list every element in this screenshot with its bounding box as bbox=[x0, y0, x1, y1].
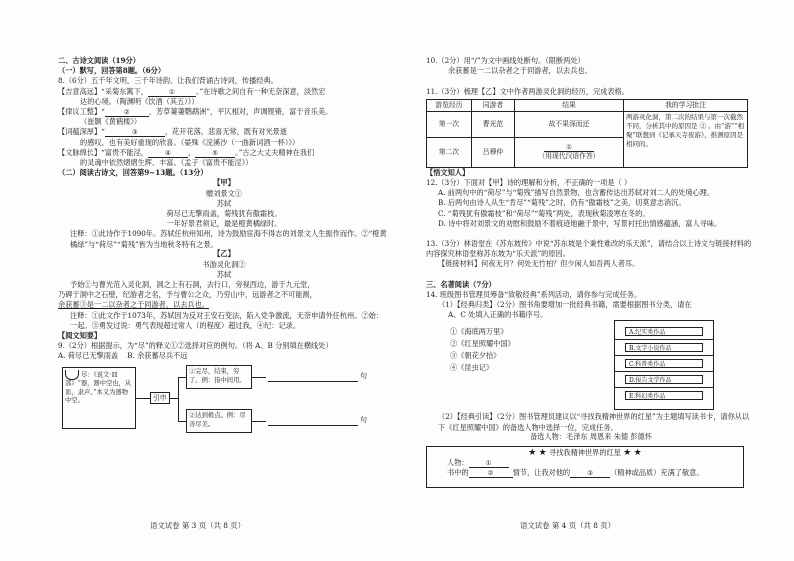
q10-spacer bbox=[426, 76, 756, 86]
bookshelf bbox=[614, 320, 714, 410]
section-title: 二、古诗文阅读（19分） bbox=[58, 56, 140, 65]
connector bbox=[178, 377, 186, 378]
prose-title: 书游灵化洞② bbox=[202, 259, 246, 269]
shelf-slot-d[interactable]: D.报告文学作品 bbox=[625, 375, 703, 384]
footer-page-4: 语文试卷 第 4 页（共 8 页） bbox=[520, 521, 616, 530]
q8-text: “采菊东篱下， bbox=[101, 86, 148, 96]
q9-suffix-1: 句 bbox=[360, 372, 367, 381]
q9-extend-label: 引申 bbox=[150, 392, 170, 404]
q8-line-3 bbox=[58, 107, 390, 117]
prose-author: 苏轼 bbox=[216, 269, 232, 279]
candidates bbox=[426, 432, 756, 442]
connector bbox=[178, 377, 179, 421]
page-4 bbox=[426, 56, 756, 488]
q12: 12.（3分）下面对【甲】诗的理解和分析，不正确的一项是（ ） bbox=[426, 178, 632, 188]
q9-meaning-1 bbox=[186, 365, 252, 389]
star-icon: ★ bbox=[538, 447, 547, 458]
shelf-board bbox=[615, 339, 713, 340]
card-title: 寻找我精神世界的红星 bbox=[549, 447, 621, 457]
part2-title: （二）阅读古诗文，回答第9~13题。（13分） bbox=[58, 168, 208, 178]
jia-label: 【甲】 bbox=[213, 178, 235, 188]
q12-spacer bbox=[426, 229, 756, 239]
connector bbox=[178, 421, 186, 422]
shelf-slot-e[interactable]: E.科幻类作品 bbox=[625, 391, 703, 400]
star-icon: ★ bbox=[528, 447, 537, 458]
table-cell[interactable] bbox=[515, 137, 624, 167]
q8-blank-5[interactable]: ⑤ bbox=[195, 150, 235, 158]
q9-answer-1[interactable] bbox=[268, 371, 358, 382]
task-1: （1）【经典归类】（2分）图书角要增加一批经典书籍，需要根据图书分类，请在 bbox=[438, 300, 692, 310]
q14-shelf-area bbox=[426, 320, 756, 412]
book-item: ②《红星照耀中国》 bbox=[450, 339, 515, 349]
part1-title: （一）默写，回答第8题。（6分） bbox=[58, 66, 166, 76]
page-3 bbox=[58, 56, 390, 445]
reading-card bbox=[426, 446, 744, 488]
q10-text: 余获蓄是一二以杂者之于同游者，以去兵也。 bbox=[448, 66, 592, 76]
card-blank-3[interactable]: ③ bbox=[570, 470, 610, 478]
q13-spacer bbox=[426, 269, 756, 279]
q9-meaning-2 bbox=[186, 409, 252, 433]
card-person-label: 人物： bbox=[447, 457, 469, 467]
card-person-row bbox=[427, 458, 743, 468]
card-title-row bbox=[427, 448, 743, 458]
q8-line-8: 的灵魂中依然熠熠生辉、丰富。（孟子《富贵不能淫》） bbox=[80, 158, 253, 168]
shelf-board bbox=[615, 371, 713, 372]
q12-option-c[interactable]: C. “菊残犹有傲霜枝”和“荷尽”“菊残”两处，表现秋菊凌寒在冬的。 bbox=[438, 208, 650, 218]
card-line-row bbox=[427, 468, 743, 478]
q8-label: 【律议工整】 bbox=[58, 107, 102, 117]
q9-diagram bbox=[58, 363, 390, 445]
table-cell: 曹光范 bbox=[472, 111, 515, 137]
shelf-slot-c[interactable]: C.科普类作品 bbox=[625, 359, 703, 368]
footer-page-3: 语文试卷 第 3 页（共 8 页） bbox=[150, 521, 246, 530]
q12-option-a[interactable]: A. 前两句中的“荷尽”与“菊残”描写自然景物，也含蓄传达出苏轼对刘二人的处境心理。 bbox=[438, 188, 715, 198]
table-cell-note bbox=[624, 111, 748, 167]
q8-intro: 8.（6分）五千年文明，三千年诗韵。让我们背诵古诗词，传播经典。 bbox=[58, 76, 278, 86]
q8-text: “ bbox=[101, 127, 105, 137]
q8-text: ，花开花落，悲喜无常，既有对光景逝 bbox=[164, 127, 288, 137]
q8-line-5 bbox=[58, 127, 390, 137]
table-row bbox=[427, 111, 748, 137]
prose-line-3: 余获蓄③是一二以杂者之于同游者，以去兵也。 bbox=[58, 300, 209, 310]
table-cell: 吕穆仲 bbox=[472, 137, 515, 167]
q9-definition-text: 尽：《说文·皿部》“器，器中空也，从皿，隶声。”本义为器物中空。 bbox=[65, 371, 132, 405]
candidates-label: 备选人物： bbox=[530, 432, 567, 442]
q8-text: ， bbox=[187, 147, 196, 157]
table-header-row bbox=[427, 99, 748, 111]
link-material: 【链接材料】何夜无月？何处无竹柏？但少闲人如吾两人者耳。 bbox=[438, 259, 640, 269]
q9-suffix-2: 句 bbox=[360, 416, 367, 425]
q8-label: 【吉意高远】 bbox=[58, 86, 102, 96]
q8-blank-4[interactable]: ④ bbox=[148, 150, 188, 158]
star-icon: ★ bbox=[623, 447, 632, 458]
note-2: 注释：①此文作于1073年，苏轼因为反对王安石变法，陷入党争激流，无奈申请外任杭州。②始：一起。③勇发过说：勇气表现超过常人（的程度）超过我，④纪：记录。 bbox=[70, 310, 383, 330]
table-cell: 故不果深而还 bbox=[515, 111, 624, 137]
shelf-board bbox=[615, 355, 713, 356]
q8-blank-3[interactable]: ③ bbox=[105, 129, 165, 137]
q11: 11.（3分）梳理【乙】文中作者两游灵化洞的经历，完成表格。 bbox=[426, 86, 629, 96]
connector bbox=[170, 398, 178, 399]
table-header: 我的学习批注 bbox=[624, 99, 748, 111]
poem-line-2: 一年好景君须记，最是橙黄橘绿时。 bbox=[166, 219, 282, 229]
q13: 13.（3分）林语堂在《苏东坡传》中说“苏东坡是个秉性难改的乐天派”，请结合以上诗文与链接材料的内容探究林语堂称苏东坡为“乐天派”的原因。 bbox=[426, 239, 752, 259]
card-blank-2[interactable]: ② bbox=[469, 470, 513, 478]
prose-line-1: 予始①与曹光范入灵化洞，洞之上有石洞，去行口，旁视西边，游于九元堂， bbox=[70, 280, 315, 290]
q8-label: 【文脉绵长】 bbox=[58, 147, 102, 157]
book-list bbox=[450, 326, 515, 374]
poem-line-1: 荷尽已无擎雨盖，菊残犹有傲霜枝。 bbox=[166, 209, 282, 219]
shelf-slot-a[interactable]: A.纪实类作品 bbox=[625, 327, 703, 336]
note-1: 注释：①此诗作于1090年。苏轼任杭州知州，诗为鼓励宦海不得志的刘景文人生振作而作。②“橙黄橘绿”与“荷尽”“菊残”皆为当地秋冬特有之景。 bbox=[70, 229, 387, 249]
q9-definition-box bbox=[62, 367, 136, 429]
note-text: 原因是 ② 。由“游”“相聚”联想到《记承天寺夜游》，推测原因是相同的。 bbox=[626, 121, 745, 148]
card-text: （精神或品质）充满了敬意。 bbox=[610, 468, 704, 478]
q9-option-a: A. 荷尽已无擎雨盖 bbox=[58, 351, 119, 361]
q14: 14. 班级图书管理员筹备“致敬经典”系列活动，请你参与完成任务。 bbox=[426, 289, 642, 299]
q10: 10.（2分）用“/”为文中画线处断句。（限断两处） bbox=[426, 56, 585, 65]
shelf-slot-b[interactable]: B.文学小说作品 bbox=[625, 343, 703, 352]
q11-blank-1[interactable]: ① bbox=[544, 144, 594, 152]
connector bbox=[252, 421, 266, 422]
q8-blank-2[interactable]: ② bbox=[105, 109, 149, 117]
q9-answer-2[interactable] bbox=[268, 415, 358, 426]
q8-text: ，芳草萋萋鹦鹉洲”，平仄相对，声调铿锵，富于音乐美。 bbox=[148, 107, 333, 117]
q8-text: “ bbox=[101, 107, 105, 117]
q8-label: 【词蕴深厚】 bbox=[58, 127, 102, 137]
poem-title: 赠刘景文① bbox=[206, 188, 242, 198]
q9-meaning-1-text: ①完尽，结束，穷了。例：指中间用。 bbox=[189, 368, 246, 384]
q8-text: 。”在诗歌之间自有一种无奈深意，淡然宏 bbox=[195, 86, 326, 96]
vessel-icon bbox=[65, 370, 79, 380]
poem-author: 苏轼 bbox=[216, 198, 232, 208]
connector bbox=[252, 377, 266, 378]
q8-blank-1[interactable]: ① bbox=[148, 89, 196, 97]
book-item: ③《朝花夕拾》 bbox=[450, 351, 501, 361]
q12-option-d[interactable]: D. 诗中将对刘景文的劝慰和鼓励不着痕迹地融于景中，写景衬托出情感蕴涵，富人寻味。 bbox=[438, 218, 722, 228]
answer-hint: （用现代汉语作答） bbox=[538, 152, 600, 161]
learn-label: 【阅文知要】 bbox=[58, 330, 102, 340]
task-1b: A、C 处填入正确的书籍序号。 bbox=[448, 310, 548, 320]
table-header: 结果 bbox=[515, 99, 624, 111]
q8-line-4: （崔颢《黄鹤楼》） bbox=[80, 117, 142, 127]
candidates-names: 毛泽东 周恩来 朱德 彭德怀 bbox=[566, 432, 652, 442]
q8-text: “富贵不能淫， bbox=[101, 147, 148, 157]
table-cell: 第二次 bbox=[427, 137, 472, 167]
q8-line-6: 的感叹，也有美好重现的欣喜。（晏殊《浣溪沙（一曲新词酒一杯）》） bbox=[80, 137, 300, 147]
q12-option-b[interactable]: B. 后两句由诗人从生“肯尽”“菊残”之时，仍有“傲霜枝”之美，切莫意志消沉。 bbox=[438, 198, 686, 208]
q8-line-1 bbox=[58, 87, 390, 97]
q9-meaning-2-text: ②达到极点。例：尽善尽美。 bbox=[189, 412, 246, 428]
q8-line-2: 达的心境。（陶渊明《饮酒（其五）》） bbox=[80, 96, 199, 106]
card-text: 书中的 bbox=[447, 468, 469, 478]
q11-table bbox=[426, 99, 748, 168]
q8-line-7 bbox=[58, 148, 390, 158]
section-3-title: 三、名著阅读（7分） bbox=[426, 279, 496, 289]
prose-line-2: 乃碑于洞中之石壁，纪游者之名，予与曹公之众，乃穷山中，远游者之不可能测， bbox=[58, 290, 317, 300]
q9-options-head bbox=[58, 351, 390, 361]
table-header: 同游者 bbox=[472, 99, 515, 111]
connector bbox=[136, 398, 150, 399]
note-text: 两游灵化洞，第二次的结果与第一次截然不同，分析其中的 bbox=[626, 112, 743, 130]
card-text: 情节，让我对他的 bbox=[512, 468, 571, 478]
task-2: （2）【经典引读】（2分）图书管理员建议以“寻找我精神世界的红星”为主题填写读书卡，请你从以下《红星照耀中国》的备选人物中选择一位，完成任务。 bbox=[438, 412, 750, 432]
yi-label: 【乙】 bbox=[213, 249, 235, 259]
shelf-board bbox=[615, 387, 713, 388]
star-icon: ★ bbox=[633, 447, 642, 458]
q9-intro: 9.（2分）根据提示，为“尽”的释义①②选择对应的例句。（将 A、B 分别填在横线处） bbox=[58, 340, 333, 350]
table-cell: 第一次 bbox=[427, 111, 472, 137]
q8-text: 。”古之大丈夫精神在我们 bbox=[235, 147, 315, 157]
book-item: ④《昆虫记》 bbox=[450, 363, 494, 373]
table-header: 游览经历 bbox=[427, 99, 472, 111]
q9-option-b: B. 余获蓄尽兵不远 bbox=[127, 351, 188, 361]
book-item: ①《海底两万里》 bbox=[450, 327, 508, 337]
learn-label-2: 【悟文知人】 bbox=[426, 167, 470, 177]
card-blank-1[interactable]: ① bbox=[469, 460, 509, 468]
